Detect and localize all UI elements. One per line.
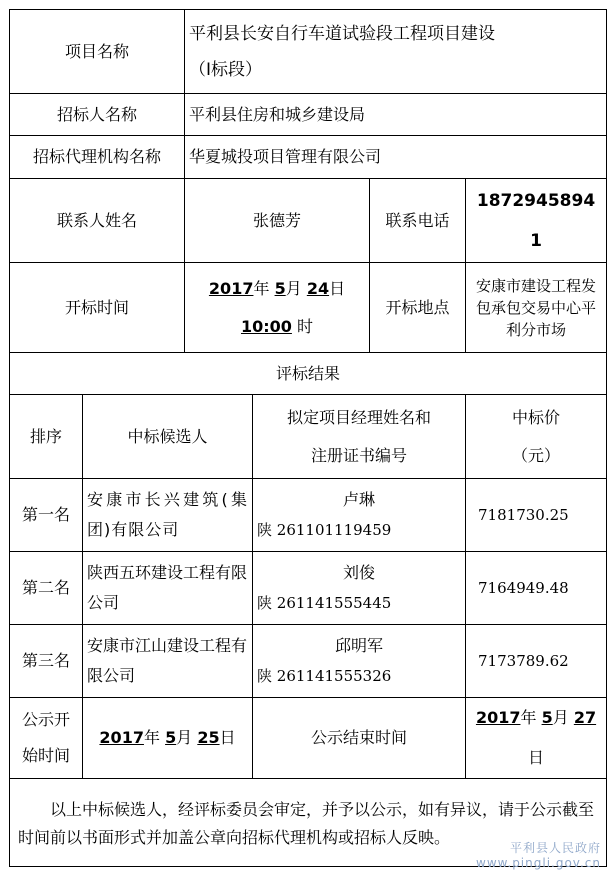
tenderer-value: 平利县住房和城乡建设局 <box>185 94 607 136</box>
contact-row <box>10 179 607 263</box>
header-manager-line2: 注册证书编号 <box>311 445 408 465</box>
row3-manager-name: 邱明军 <box>335 636 384 655</box>
row2-manager <box>253 552 466 625</box>
header-manager <box>253 395 466 479</box>
row3-rank: 第三名 <box>10 625 83 698</box>
row1-manager-name: 卢琳 <box>343 490 376 509</box>
opening-month-unit: 月 <box>285 278 302 298</box>
row2-manager-name: 刘俊 <box>343 563 376 582</box>
opening-year-unit: 年 <box>253 278 270 298</box>
row1-price: 7181730.25 <box>466 479 607 552</box>
row3-candidate: 安康市江山建设工程有限公司 <box>83 625 253 698</box>
agency-value: 华夏城投项目管理有限公司 <box>185 136 607 179</box>
header-price <box>466 395 607 479</box>
publicity-start-label <box>10 698 83 779</box>
bid-info-table <box>9 9 607 867</box>
notice-text: 以上中标候选人，经评标委员会审定，并予以公示，如有异议，请于公示截至时间前以书面形式并加盖公章向招标代理机构或招标人反映。 <box>10 779 607 867</box>
contact-name-value: 张德芳 <box>185 179 370 263</box>
header-candidate: 中标候选人 <box>83 395 253 479</box>
publicity-end-date <box>470 698 602 738</box>
result-title: 评标结果 <box>10 353 607 395</box>
tenderer-row <box>10 94 607 136</box>
opening-day-unit: 日 <box>329 278 346 298</box>
publicity-start-label-line1: 公示开 <box>21 710 70 729</box>
project-value-line1: 平利县长安自行车道试验段工程项目建设 <box>189 23 496 44</box>
table-row <box>10 479 607 552</box>
header-price-line2: （元） <box>512 445 561 465</box>
row3-price: 7173789.62 <box>466 625 607 698</box>
project-value-line2: （Ⅰ标段） <box>189 59 263 80</box>
result-header-row <box>10 395 607 479</box>
contact-name-label: 联系人姓名 <box>10 179 185 263</box>
row1-cert: 陕 261101119459 <box>257 521 392 539</box>
opening-place-label: 开标地点 <box>370 263 466 353</box>
watermark-line2: www.pingli.gov.cn <box>476 856 601 870</box>
opening-row <box>10 263 607 353</box>
watermark <box>476 839 601 870</box>
opening-place-value: 安康市建设工程发包承包交易中心平利分市场 <box>466 263 607 353</box>
row2-rank: 第二名 <box>10 552 83 625</box>
opening-day: 24 <box>306 278 330 298</box>
publicity-start-month: 5 <box>165 728 177 747</box>
contact-phone-part2: 1 <box>530 230 542 251</box>
table-row <box>10 625 607 698</box>
agency-row <box>10 136 607 179</box>
row2-candidate: 陕西五环建设工程有限公司 <box>83 552 253 625</box>
opening-time-label: 开标时间 <box>10 263 185 353</box>
row3-cert: 陕 261141555326 <box>257 667 392 685</box>
row3-manager <box>253 625 466 698</box>
opening-hour-unit: 时 <box>297 316 314 336</box>
row1-rank: 第一名 <box>10 479 83 552</box>
publicity-start-year-unit: 年 <box>143 728 160 747</box>
opening-time-value <box>185 263 370 353</box>
publicity-start-day-unit: 日 <box>219 728 236 747</box>
publicity-start-value <box>83 698 253 779</box>
row1-candidate: 安康市长兴建筑(集团)有限公司 <box>83 479 253 552</box>
tenderer-label: 招标人名称 <box>10 94 185 136</box>
publicity-end-month-unit: 月 <box>552 708 569 727</box>
publicity-end-year-unit: 年 <box>520 708 537 727</box>
agency-label: 招标代理机构名称 <box>10 136 185 179</box>
row2-price: 7164949.48 <box>466 552 607 625</box>
watermark-line1: 平利县人民政府 <box>509 841 601 855</box>
project-value <box>185 10 607 94</box>
contact-phone-label: 联系电话 <box>370 179 466 263</box>
header-manager-line1: 拟定项目经理姓名和 <box>287 407 432 427</box>
opening-year: 2017 <box>208 278 254 298</box>
opening-hour-value: 10:00 <box>240 316 292 336</box>
project-label: 项目名称 <box>10 10 185 94</box>
row1-manager <box>253 479 466 552</box>
publicity-end-value <box>466 698 607 779</box>
table-row <box>10 552 607 625</box>
contact-phone-value <box>466 179 607 263</box>
contact-phone-part1: 1872945894 <box>476 190 596 211</box>
publicity-start-label-line2: 始时间 <box>21 746 70 765</box>
publicity-end-day-unit: 日 <box>528 748 545 767</box>
publicity-start-month-unit: 月 <box>176 728 193 747</box>
opening-date <box>189 270 365 308</box>
publicity-row <box>10 698 607 779</box>
opening-hour <box>189 308 365 346</box>
result-title-row <box>10 353 607 395</box>
row2-cert: 陕 261141555445 <box>257 594 392 612</box>
publicity-end-year: 2017 <box>475 708 521 727</box>
publicity-end-day: 27 <box>573 708 597 727</box>
opening-month: 5 <box>274 278 286 298</box>
header-rank: 排序 <box>10 395 83 479</box>
publicity-end-label: 公示结束时间 <box>253 698 466 779</box>
bid-result-document <box>9 9 606 867</box>
header-price-line1: 中标价 <box>512 407 561 427</box>
project-row <box>10 10 607 94</box>
publicity-end-month: 5 <box>541 708 553 727</box>
publicity-start-day: 25 <box>197 728 220 747</box>
publicity-start-year: 2017 <box>99 728 144 747</box>
